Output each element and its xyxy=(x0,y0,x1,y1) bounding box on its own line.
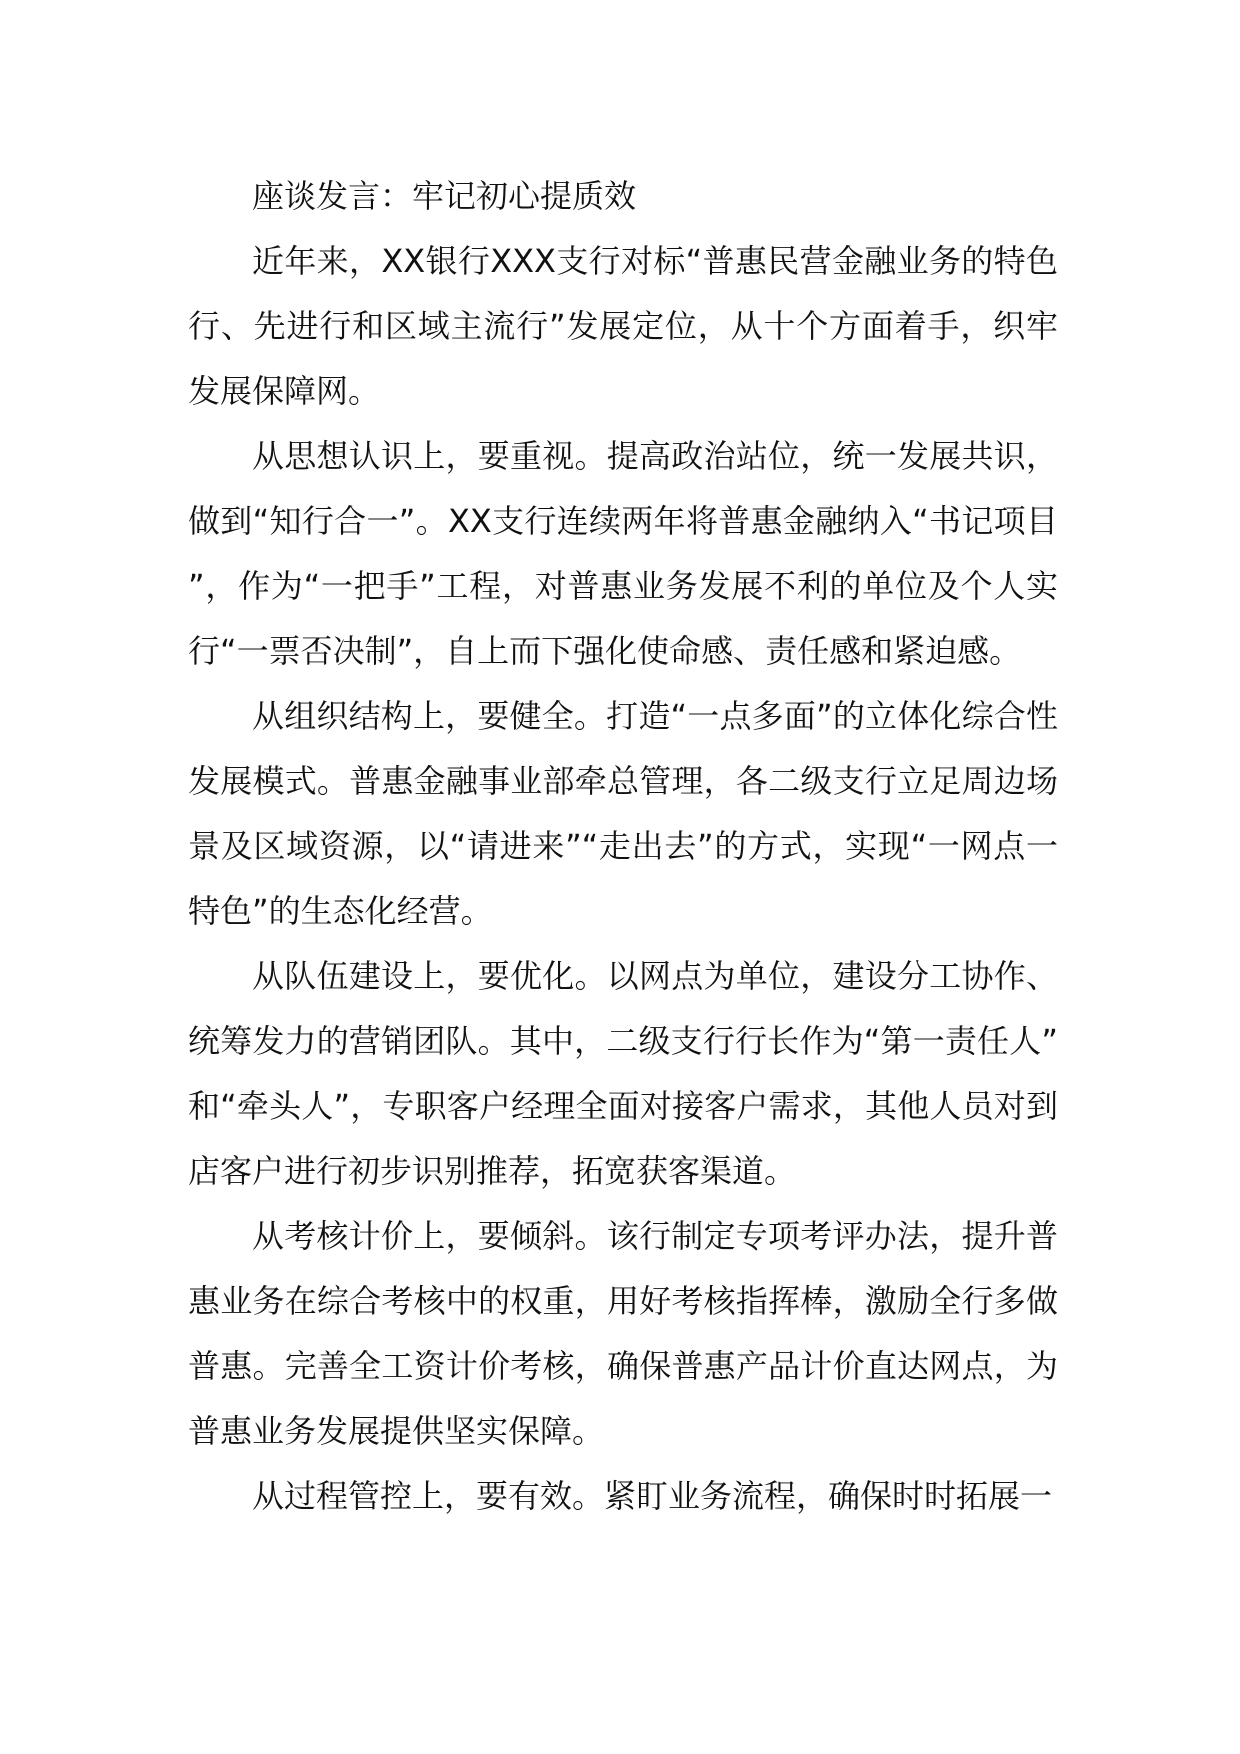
paragraph-organization: 从组织结构上，要健全。打造“一点多面”的立体化综合性发展模式。普惠金融事业部牵总管理，各二级支行立足周边场景及区域资源，以“请进来”“走出去”的方式，实现“一网点一特色”的生态化经营。 xyxy=(188,697,1058,930)
paragraph-assessment: 从考核计价上，要倾斜。该行制定专项考评办法，提升普惠业务在综合考核中的权重，用好考核指挥棒，激励全行多做普惠。完善全工资计价考核，确保普惠产品计价直达网点，为普惠业务发展提供坚实保障。 xyxy=(188,1217,1058,1450)
document-title: 座谈发言：牢记初心提质效 xyxy=(252,177,637,215)
paragraph-intro: 近年来，XX银行XXX支行对标“普惠民营金融业务的特色行、先进行和区域主流行”发展定位，从十个方面着手，织牢发展保障网。 xyxy=(188,242,1058,410)
paragraph-ideology: 从思想认识上，要重视。提高政治站位，统一发展共识，做到“知行合一”。XX支行连续两年将普惠金融纳入“书记项目”，作为“一把手”工程，对普惠业务发展不利的单位及个人实行“一票否决制”，自上而下强化使命感、责任感和紧迫感。 xyxy=(188,437,1058,670)
paragraph-process: 从过程管控上，要有效。紧盯业务流程，确保时时拓展一 xyxy=(252,1477,1053,1515)
paragraph-team: 从队伍建设上，要优化。以网点为单位，建设分工协作、统筹发力的营销团队。其中，二级支行行长作为“第一责任人”和“牵头人”，专职客户经理全面对接客户需求，其他人员对到店客户进行初步识别推荐，拓宽获客渠道。 xyxy=(188,957,1058,1190)
document-body xyxy=(188,164,1058,1529)
